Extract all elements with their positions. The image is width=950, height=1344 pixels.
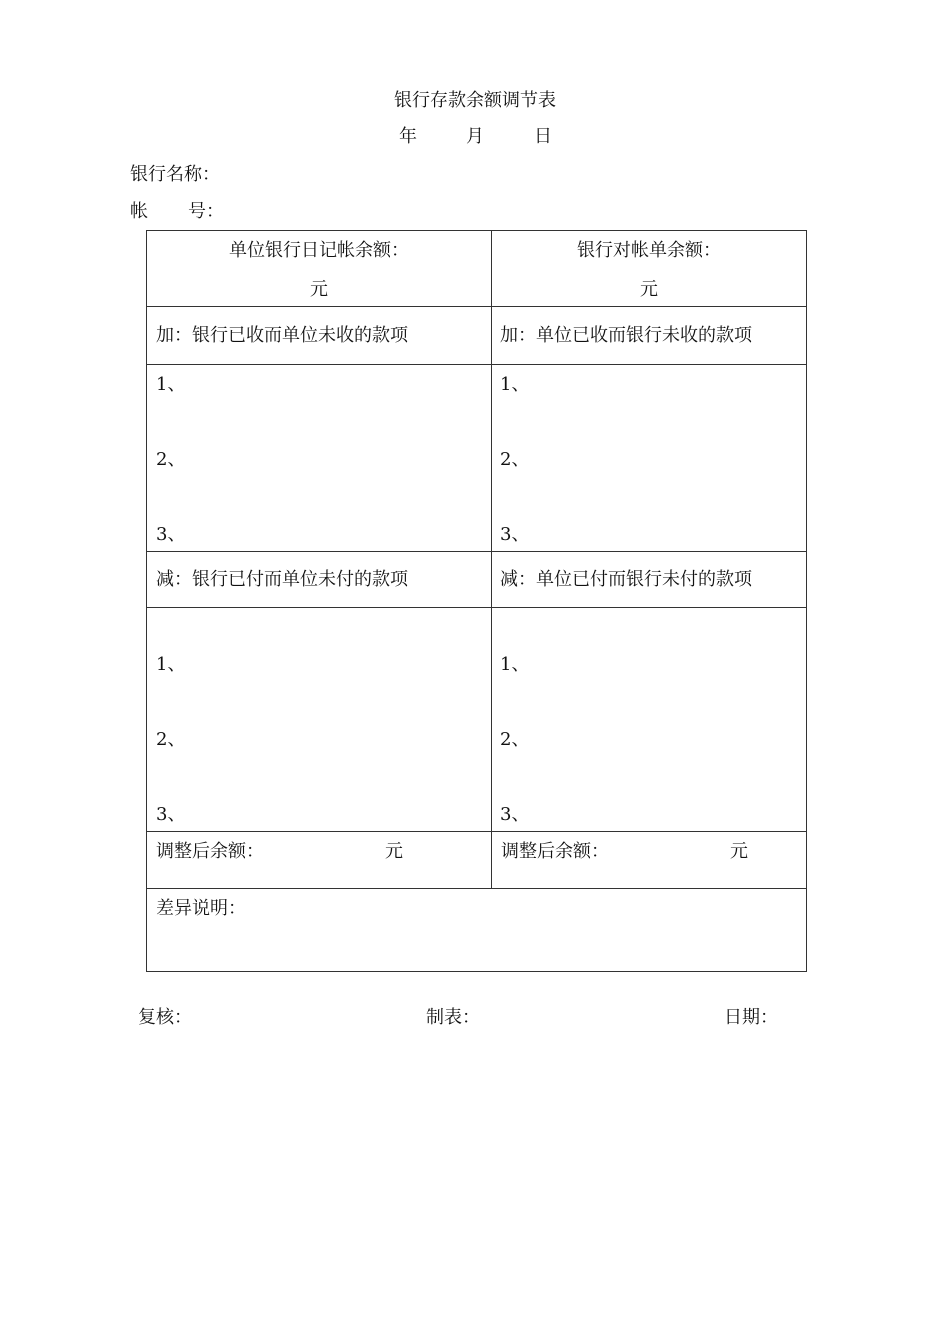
less-right-item-3: 3、	[500, 804, 530, 825]
account-number-label	[130, 197, 224, 223]
document-title: 银行存款余额调节表	[394, 90, 556, 111]
date-day-label: 日	[534, 126, 552, 147]
difference-explanation-label: 差异说明：	[156, 898, 246, 919]
table-rule	[147, 364, 806, 365]
table-rule	[147, 551, 806, 552]
bank-name-label: 银行名称：	[130, 164, 220, 185]
add-left-item-3: 3、	[156, 524, 186, 545]
add-right-item-1: 1、	[500, 374, 530, 395]
book-balance-label: 单位银行日记帐余额：	[229, 240, 409, 261]
adjusted-book-balance-unit: 元	[385, 841, 403, 862]
add-unit-received-label: 加：单位已收而银行未收的款项	[500, 325, 752, 346]
add-left-item-1: 1、	[156, 374, 186, 395]
add-right-item-2: 2、	[500, 449, 530, 470]
table-rule	[147, 888, 806, 889]
adjusted-book-balance-label: 调整后余额：	[156, 841, 264, 862]
less-right-item-2: 2、	[500, 729, 530, 750]
reconciliation-table	[146, 230, 807, 972]
adjusted-statement-balance-unit: 元	[730, 841, 748, 862]
adjusted-statement-balance-label: 调整后余额：	[501, 841, 609, 862]
less-left-item-3: 3、	[156, 804, 186, 825]
account-label-char2: 号：	[188, 201, 224, 222]
add-bank-received-label: 加：银行已收而单位未收的款项	[156, 325, 408, 346]
less-left-item-2: 2、	[156, 729, 186, 750]
date-label: 日期：	[724, 1007, 778, 1028]
statement-balance-label: 银行对帐单余额：	[577, 240, 721, 261]
table-rule	[147, 607, 806, 608]
date-month-label: 月	[466, 126, 484, 147]
table-column-divider	[491, 231, 492, 888]
statement-balance-unit: 元	[640, 279, 658, 300]
book-balance-unit: 元	[310, 279, 328, 300]
table-rule	[147, 306, 806, 307]
table-rule	[147, 831, 806, 832]
less-bank-paid-label: 减：银行已付而单位未付的款项	[156, 569, 408, 590]
date-year-label: 年	[399, 126, 417, 147]
account-label-char1: 帐	[130, 201, 148, 222]
reviewer-label: 复核：	[138, 1007, 192, 1028]
less-unit-paid-label: 减：单位已付而银行未付的款项	[500, 569, 752, 590]
less-right-item-1: 1、	[500, 654, 530, 675]
less-left-item-1: 1、	[156, 654, 186, 675]
add-right-item-3: 3、	[500, 524, 530, 545]
add-left-item-2: 2、	[156, 449, 186, 470]
preparer-label: 制表：	[426, 1007, 480, 1028]
